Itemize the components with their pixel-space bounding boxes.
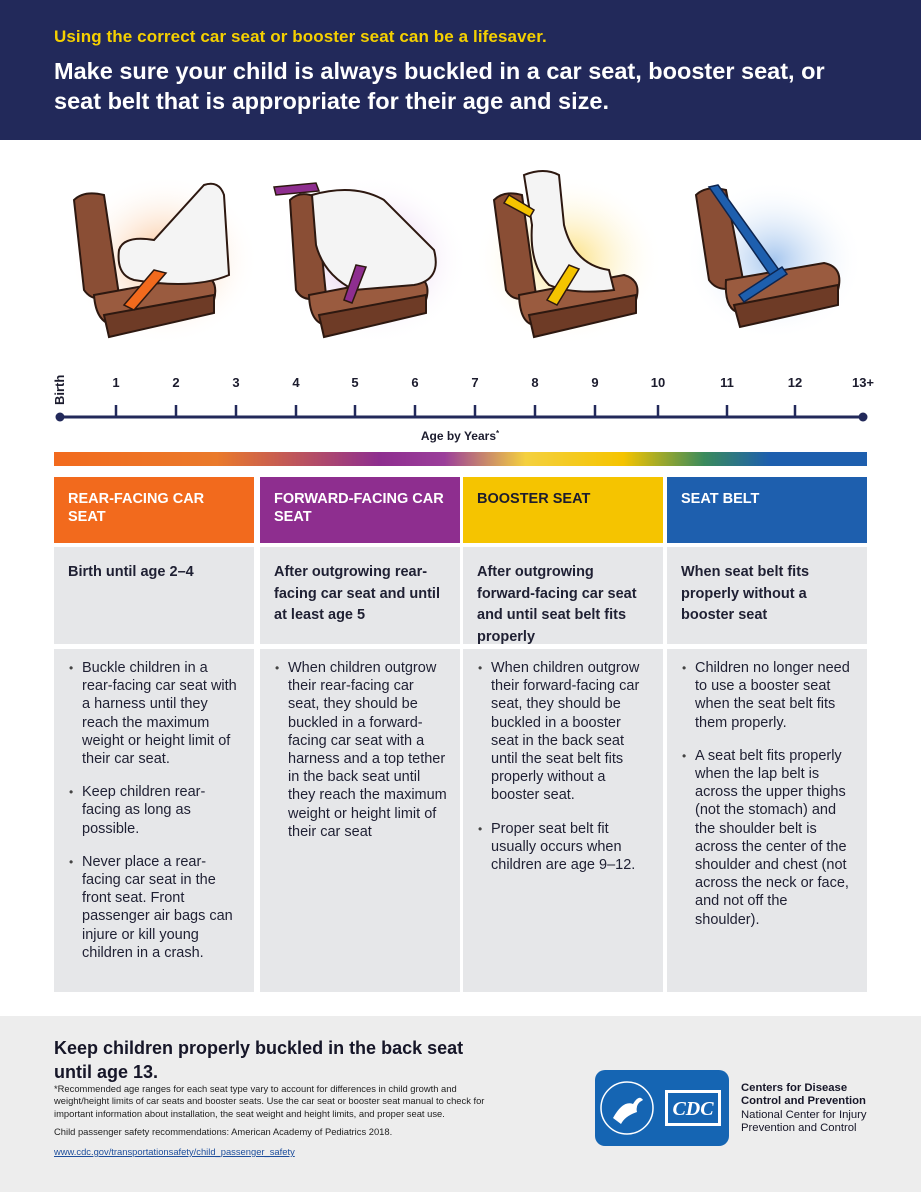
timeline-tick-label: 6 — [411, 375, 419, 390]
timeline-start-dot — [56, 413, 65, 422]
timeline-tick-label: 4 — [292, 375, 300, 390]
age-timeline — [40, 365, 880, 445]
bullet-item: • When children outgrow their forward-facing car seat, they should be buckled in a booster seat in the back seat until the seat belt fits properly without a booster seat. — [475, 659, 651, 805]
forward-facing-seat-icon — [274, 175, 469, 345]
timeline-tick-label: 11 — [720, 375, 734, 390]
column-seat-belt — [667, 477, 867, 928]
header-banner — [0, 0, 921, 140]
timeline-tick-label: 8 — [531, 375, 539, 390]
timeline-tick-label: Birth — [52, 374, 67, 405]
footer — [0, 1016, 921, 1192]
column-header-seat-belt: SEAT BELT — [667, 477, 867, 543]
column-booster — [463, 477, 663, 874]
timeline-tick-label: 1 — [112, 375, 120, 390]
footer-url-link[interactable]: www.cdc.gov/transportationsafety/child_passenger_safety — [54, 1146, 295, 1157]
bullet-item: • Keep children rear-facing as long as possible. — [66, 783, 242, 838]
agency-name-block — [741, 1082, 881, 1136]
footer-keep-message: Keep children properly buckled in the back seat until age 13. — [54, 1038, 464, 1082]
column-bullets-rear-facing — [54, 649, 254, 992]
column-description-rear-facing: Birth until age 2–4 — [54, 547, 254, 644]
agency-name-line2: Control and Prevention — [741, 1095, 866, 1108]
column-bullets-seat-belt — [667, 649, 867, 992]
timeline-tick-label: 9 — [591, 375, 599, 390]
column-header-rear-facing: REAR-FACING CAR SEAT — [54, 477, 254, 543]
bullet-item: • When children outgrow their rear-facing car seat, they should be buckled in a forward-facing car seat with a harness and a top tether in the back seat until they reach the maximum weight or height limit of their car seat — [272, 659, 448, 841]
timeline-end-dot — [859, 413, 868, 422]
timeline-tick-label: 2 — [172, 375, 180, 390]
cdc-logo-svg — [595, 1070, 729, 1146]
timeline-ticks — [52, 375, 874, 417]
agency-name-line4: Prevention and Control — [741, 1122, 857, 1135]
timeline-tick-label: 5 — [351, 375, 359, 390]
timeline-tick-label: 7 — [471, 375, 479, 390]
agency-name-line3: National Center for Injury — [741, 1108, 867, 1121]
footer-footnote: *Recommended age ranges for each seat type vary to account for differences in child growth and weight/height limits of car seats and booster seats. Use the car seat or booster seat manual to check for important information about installation, the seat weight and height limits, and proper seat use. — [54, 1083, 485, 1119]
timeline-axis-label — [421, 429, 500, 443]
column-bullets-booster — [463, 649, 663, 992]
age-timeline-svg — [40, 365, 880, 445]
bullet-item: • Buckle children in a rear-facing car seat with a harness until they reach the maximum weight or height limit of their car seat. — [66, 659, 242, 768]
timeline-axis-label-text: Age by Years — [420, 429, 497, 443]
timeline-tick-label: 13+ — [851, 375, 875, 390]
column-header-booster: BOOSTER SEAT — [463, 477, 663, 543]
bullet-item: • Proper seat belt fit usually occurs when children are age 9–12. — [475, 820, 651, 875]
timeline-tick-label: 3 — [232, 375, 240, 390]
booster-seat-icon — [474, 171, 664, 345]
age-gradient-bar — [54, 452, 867, 466]
bullet-item: • A seat belt fits properly when the lap belt is across the upper thighs (not the stomach) and the shoulder belt is across the center of the shoulder and chest (not across the neck or face, and not off the shoulder). — [679, 747, 855, 929]
column-description-forward-facing: After outgrowing rear-facing car seat and until at least age 5 — [260, 547, 460, 644]
column-header-forward-facing: FORWARD-FACING CAR SEAT — [260, 477, 460, 543]
column-description-booster: After outgrowing forward-facing car seat and until seat belt fits properly — [463, 547, 663, 644]
column-forward-facing — [260, 477, 460, 840]
timeline-axis-label-mark: * — [496, 429, 500, 438]
header-headline: Make sure your child is always buckled in a car seat, booster seat, or seat belt that is appropriate for their age and size. — [54, 58, 825, 114]
header-subtitle: Using the correct car seat or booster seat can be a lifesaver. — [54, 27, 547, 46]
rear-facing-seat-icon — [69, 175, 259, 345]
bullet-item: • Never place a rear-facing car seat in the front seat. Front passenger air bags can injure or kill young children in a crash. — [66, 853, 242, 962]
agency-name-line1: Centers for Disease — [741, 1082, 848, 1094]
footer-recommendation: Child passenger safety recommendations: American Academy of Pediatrics 2018. — [54, 1126, 393, 1137]
column-bullets-forward-facing — [260, 649, 460, 992]
cdc-logo-text: CDC — [672, 1098, 714, 1120]
timeline-tick-label: 12 — [787, 375, 803, 390]
bullet-item: • Children no longer need to use a booster seat when the seat belt fits them properly. — [679, 659, 855, 732]
timeline-tick-label: 10 — [650, 375, 666, 390]
seat-illustrations — [54, 155, 867, 355]
column-description-seat-belt: When seat belt fits properly without a booster seat — [667, 547, 867, 644]
column-rear-facing — [54, 477, 254, 961]
cdc-logo — [595, 1070, 729, 1146]
seat-illustrations-svg — [54, 155, 867, 355]
seat-belt-seat-icon — [684, 180, 864, 340]
